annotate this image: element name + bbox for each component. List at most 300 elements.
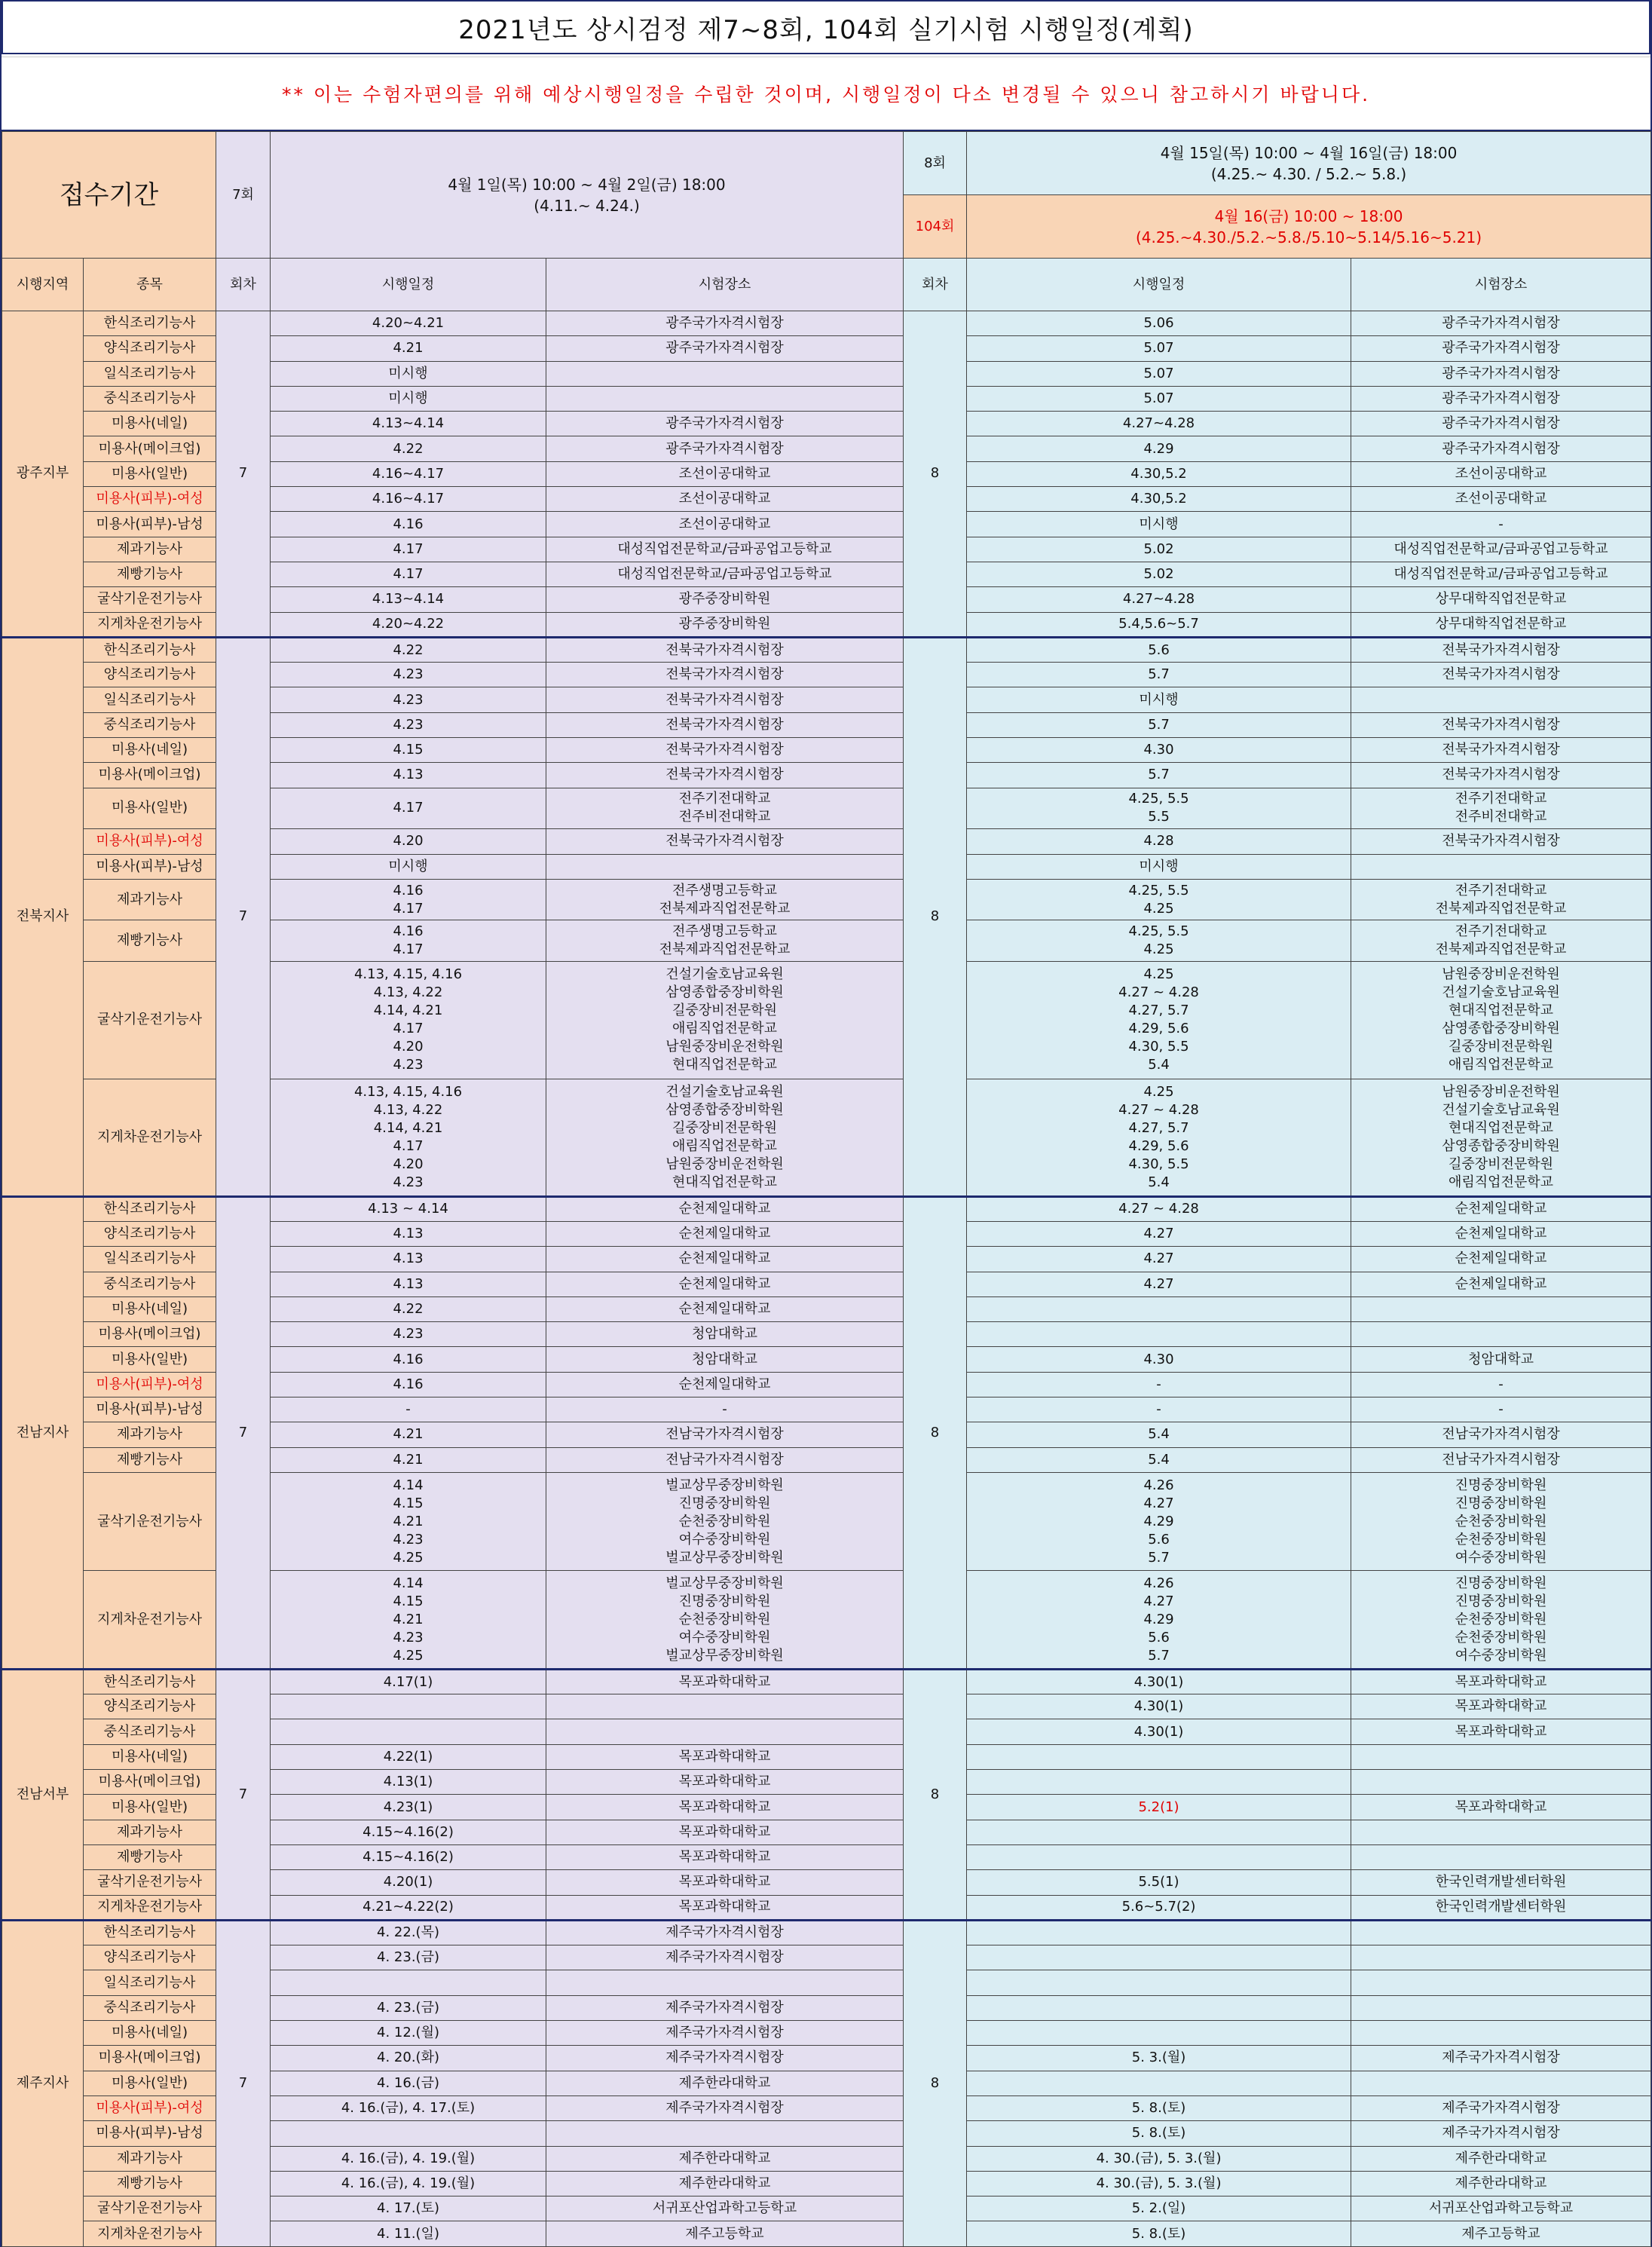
date-8-cell: 미시행 bbox=[967, 512, 1351, 537]
date-8-cell: 5. 3.(월) bbox=[967, 2046, 1351, 2071]
place-8-cell: 한국인력개발센터학원 bbox=[1351, 1895, 1651, 1920]
item-name: 미용사(메이크업) bbox=[84, 763, 216, 788]
page-title: 2021년도 상시검정 제7~8회, 104회 실기시험 시행일정(계획) bbox=[2, 0, 1650, 54]
place-7-cell: 광주중장비학원 bbox=[546, 612, 904, 637]
date-8-cell bbox=[967, 1970, 1351, 1995]
date-8-cell: 5.2(1) bbox=[967, 1795, 1351, 1820]
date-8-cell bbox=[967, 1995, 1351, 2020]
place-7-cell: 조선이공대학교 bbox=[546, 461, 904, 486]
date-8-cell: 4.25 4.27 ~ 4.28 4.27, 5.7 4.29, 5.6 4.30, 5.5 5.4 bbox=[967, 962, 1351, 1079]
date-7-cell: 미시행 bbox=[271, 854, 546, 879]
date-8-cell: 5.7 bbox=[967, 712, 1351, 737]
date-8-cell: 4.25 4.27 ~ 4.28 4.27, 5.7 4.29, 5.6 4.30, 5.5 5.4 bbox=[967, 1079, 1351, 1196]
place-8-cell: 광주국가자격시험장 bbox=[1351, 311, 1651, 336]
item-name: 제빵기능사 bbox=[84, 562, 216, 586]
date-8-cell: 4.30 bbox=[967, 738, 1351, 763]
date-7-cell: 4.21 bbox=[271, 1422, 546, 1447]
item-name: 제빵기능사 bbox=[84, 2171, 216, 2196]
date-7-cell: 4.23 bbox=[271, 1322, 546, 1347]
place-7-cell: 전주생명고등학교 전북제과직업전문학교 bbox=[546, 920, 904, 962]
date-7-cell: 4.20(1) bbox=[271, 1870, 546, 1895]
place-8-cell: 제주고등학교 bbox=[1351, 2221, 1651, 2246]
place-8-cell bbox=[1351, 1920, 1651, 1945]
item-name: 일식조리기능사 bbox=[84, 1970, 216, 1995]
date-8-cell: 5.6~5.7(2) bbox=[967, 1895, 1351, 1920]
place-8-cell: 청암대학교 bbox=[1351, 1347, 1651, 1372]
item-name: 한식조리기능사 bbox=[84, 1669, 216, 1694]
region-name: 전북지사 bbox=[2, 637, 84, 1196]
item-name: 미용사(피부)-여성 bbox=[84, 487, 216, 512]
place-8-cell: 전북국가자격시험장 bbox=[1351, 712, 1651, 737]
item-name: 미용사(피부)-남성 bbox=[84, 1397, 216, 1422]
item-name: 지게차운전기능사 bbox=[84, 1895, 216, 1920]
item-name: 지게차운전기능사 bbox=[84, 612, 216, 637]
date-8-cell: 4.30(1) bbox=[967, 1719, 1351, 1744]
item-name: 중식조리기능사 bbox=[84, 386, 216, 411]
date-8-cell: 5.4 bbox=[967, 1447, 1351, 1472]
item-name: 굴삭기운전기능사 bbox=[84, 962, 216, 1079]
place-7-cell: 조선이공대학교 bbox=[546, 487, 904, 512]
date-7-cell: 4.21 bbox=[271, 336, 546, 361]
place-8-cell: 광주국가자격시험장 bbox=[1351, 412, 1651, 436]
place-8-cell: 전주기전대학교 전북제과직업전문학교 bbox=[1351, 920, 1651, 962]
date-7-cell: 4.23 bbox=[271, 712, 546, 737]
round-8-cell: 8 bbox=[904, 1196, 967, 1669]
date-7-cell: 4.13, 4.15, 4.16 4.13, 4.22 4.14, 4.21 4.17 4.20 4.23 bbox=[271, 1079, 546, 1196]
place-8-cell: 조선이공대학교 bbox=[1351, 461, 1651, 486]
date-7-cell bbox=[271, 1970, 546, 1995]
item-name: 미용사(일반) bbox=[84, 1347, 216, 1372]
header-date-7: 시행일정 bbox=[271, 259, 546, 311]
date-8-cell: 5.5(1) bbox=[967, 1870, 1351, 1895]
date-8-cell: 4.27 bbox=[967, 1247, 1351, 1272]
place-8-cell: - bbox=[1351, 1397, 1651, 1422]
place-7-cell: 건설기술호남교육원 삼영종합중장비학원 길중장비전문학원 애림직업전문학교 남원중장비운전학원 현대직업전문학교 bbox=[546, 962, 904, 1079]
date-7-cell: 4.21~4.22(2) bbox=[271, 1895, 546, 1920]
date-8-cell: 4.25, 5.5 4.25 bbox=[967, 920, 1351, 962]
header-date-8: 시행일정 bbox=[967, 259, 1351, 311]
place-7-cell: 목포과학대학교 bbox=[546, 1795, 904, 1820]
item-name: 제빵기능사 bbox=[84, 1844, 216, 1869]
place-8-cell: 상무대학직업전문학교 bbox=[1351, 587, 1651, 612]
place-8-cell bbox=[1351, 1770, 1651, 1795]
place-8-cell: 제주한라대학교 bbox=[1351, 2171, 1651, 2196]
place-8-cell: 전북국가자격시험장 bbox=[1351, 829, 1651, 854]
date-7-cell: 4. 16.(금) bbox=[271, 2071, 546, 2095]
place-7-cell: 목포과학대학교 bbox=[546, 1820, 904, 1844]
schedule-table bbox=[2, 131, 1651, 2247]
round-104-period: 4월 16(금) 10:00 ~ 18:00 (4.25.~4.30./5.2.~5.8./5.10~5.14/5.16~5.21) bbox=[967, 195, 1651, 259]
item-name: 한식조리기능사 bbox=[84, 1920, 216, 1945]
round-7-cell: 7 bbox=[216, 637, 271, 1196]
header-round-8: 회차 bbox=[904, 259, 967, 311]
place-7-cell: 벌교상무중장비학원 진명중장비학원 순천중장비학원 여수중장비학원 벌교상무중장비학원 bbox=[546, 1472, 904, 1571]
place-7-cell: 제주국가자격시험장 bbox=[546, 2095, 904, 2120]
date-7-cell: 4.17(1) bbox=[271, 1669, 546, 1694]
round-7-cell: 7 bbox=[216, 311, 271, 638]
place-7-cell bbox=[546, 1970, 904, 1995]
round-7-cell: 7 bbox=[216, 1196, 271, 1669]
place-7-cell bbox=[546, 2121, 904, 2146]
item-name: 양식조리기능사 bbox=[84, 1221, 216, 1246]
date-7-cell bbox=[271, 1719, 546, 1744]
place-7-cell: 전주기전대학교 전주비전대학교 bbox=[546, 788, 904, 829]
place-7-cell: 순천제일대학교 bbox=[546, 1247, 904, 1272]
date-8-cell: 4.27 bbox=[967, 1221, 1351, 1246]
place-7-cell: 청암대학교 bbox=[546, 1322, 904, 1347]
item-name: 미용사(메이크업) bbox=[84, 2046, 216, 2071]
item-name: 제과기능사 bbox=[84, 2146, 216, 2171]
date-7-cell: 4.16 bbox=[271, 512, 546, 537]
place-8-cell bbox=[1351, 687, 1651, 712]
date-7-cell: 4.22 bbox=[271, 436, 546, 461]
date-8-cell: 5. 8.(토) bbox=[967, 2121, 1351, 2146]
item-name: 굴삭기운전기능사 bbox=[84, 587, 216, 612]
round-8-cell: 8 bbox=[904, 1669, 967, 1920]
table-row bbox=[2, 311, 1651, 336]
place-8-cell: 전남국가자격시험장 bbox=[1351, 1422, 1651, 1447]
date-8-cell bbox=[967, 1820, 1351, 1844]
item-name: 굴삭기운전기능사 bbox=[84, 1870, 216, 1895]
date-8-cell: 5.06 bbox=[967, 311, 1351, 336]
place-8-cell: 대성직업전문학교/금파공업고등학교 bbox=[1351, 537, 1651, 562]
date-7-cell: 4. 12.(월) bbox=[271, 2021, 546, 2046]
place-7-cell: 목포과학대학교 bbox=[546, 1744, 904, 1769]
place-8-cell: 목포과학대학교 bbox=[1351, 1694, 1651, 1719]
place-7-cell: 광주국가자격시험장 bbox=[546, 336, 904, 361]
date-7-cell: 4.16 bbox=[271, 1347, 546, 1372]
item-name: 미용사(일반) bbox=[84, 788, 216, 829]
item-name: 제빵기능사 bbox=[84, 1447, 216, 1472]
date-7-cell bbox=[271, 2121, 546, 2146]
date-7-cell: 4.16~4.17 bbox=[271, 461, 546, 486]
place-8-cell: 진명중장비학원 진명중장비학원 순천중장비학원 순천중장비학원 여수중장비학원 bbox=[1351, 1571, 1651, 1670]
date-8-cell: 4. 30.(금), 5. 3.(월) bbox=[967, 2171, 1351, 2196]
round-8-cell: 8 bbox=[904, 1920, 967, 2246]
date-7-cell: - bbox=[271, 1397, 546, 1422]
date-7-cell: 4.22(1) bbox=[271, 1744, 546, 1769]
place-8-cell: 제주국가자격시험장 bbox=[1351, 2095, 1651, 2120]
table-row bbox=[2, 1669, 1651, 1694]
place-7-cell: 서귀포산업과학고등학교 bbox=[546, 2196, 904, 2221]
date-8-cell: 4.26 4.27 4.29 5.6 5.7 bbox=[967, 1571, 1351, 1670]
place-7-cell: 전북국가자격시험장 bbox=[546, 637, 904, 662]
place-8-cell: 순천제일대학교 bbox=[1351, 1272, 1651, 1296]
item-name: 일식조리기능사 bbox=[84, 361, 216, 386]
date-7-cell: 4. 16.(금), 4. 17.(토) bbox=[271, 2095, 546, 2120]
header-place-8: 시험장소 bbox=[1351, 259, 1651, 311]
date-8-cell: 5.4,5.6~5.7 bbox=[967, 612, 1351, 637]
place-8-cell: - bbox=[1351, 512, 1651, 537]
place-8-cell bbox=[1351, 1744, 1651, 1769]
date-7-cell: 4.16 4.17 bbox=[271, 879, 546, 920]
place-7-cell: 전북국가자격시험장 bbox=[546, 738, 904, 763]
round-8-cell: 8 bbox=[904, 637, 967, 1196]
date-8-cell: 5.7 bbox=[967, 763, 1351, 788]
header-item: 종목 bbox=[84, 259, 216, 311]
place-7-cell: 광주중장비학원 bbox=[546, 587, 904, 612]
date-8-cell: 4.27~4.28 bbox=[967, 412, 1351, 436]
date-8-cell: 5.4 bbox=[967, 1422, 1351, 1447]
region-name: 전남지사 bbox=[2, 1196, 84, 1669]
date-8-cell: 4.27~4.28 bbox=[967, 587, 1351, 612]
place-7-cell: 목포과학대학교 bbox=[546, 1770, 904, 1795]
item-name: 지게차운전기능사 bbox=[84, 1571, 216, 1670]
place-8-cell: 대성직업전문학교/금파공업고등학교 bbox=[1351, 562, 1651, 586]
date-8-cell: 4.30(1) bbox=[967, 1694, 1351, 1719]
place-7-cell: 순천제일대학교 bbox=[546, 1372, 904, 1397]
place-7-cell: 조선이공대학교 bbox=[546, 512, 904, 537]
date-7-cell: 4.15~4.16(2) bbox=[271, 1844, 546, 1869]
date-8-cell: 4.25, 5.5 4.25 bbox=[967, 879, 1351, 920]
place-8-cell bbox=[1351, 854, 1651, 879]
place-7-cell: 순천제일대학교 bbox=[546, 1272, 904, 1296]
place-7-cell bbox=[546, 1694, 904, 1719]
place-8-cell bbox=[1351, 2021, 1651, 2046]
place-7-cell: 건설기술호남교육원 삼영종합중장비학원 길중장비전문학원 애림직업전문학교 남원중장비운전학원 현대직업전문학교 bbox=[546, 1079, 904, 1196]
round-8-cell: 8 bbox=[904, 311, 967, 638]
date-7-cell: 미시행 bbox=[271, 386, 546, 411]
date-8-cell: 5.07 bbox=[967, 336, 1351, 361]
place-7-cell: 목포과학대학교 bbox=[546, 1669, 904, 1694]
date-8-cell: 5. 2.(일) bbox=[967, 2196, 1351, 2221]
date-8-cell: 4.30 bbox=[967, 1347, 1351, 1372]
date-8-cell: 4.27 bbox=[967, 1272, 1351, 1296]
item-name: 미용사(메이크업) bbox=[84, 1770, 216, 1795]
place-8-cell: 광주국가자격시험장 bbox=[1351, 436, 1651, 461]
place-8-cell bbox=[1351, 2071, 1651, 2095]
item-name: 한식조리기능사 bbox=[84, 637, 216, 662]
date-8-cell: 5.02 bbox=[967, 537, 1351, 562]
date-7-cell: 4. 20.(화) bbox=[271, 2046, 546, 2071]
place-7-cell: 광주국가자격시험장 bbox=[546, 311, 904, 336]
date-8-cell: 5.6 bbox=[967, 637, 1351, 662]
date-7-cell: 미시행 bbox=[271, 361, 546, 386]
place-8-cell: 한국인력개발센터학원 bbox=[1351, 1870, 1651, 1895]
date-8-cell: 4. 30.(금), 5. 3.(월) bbox=[967, 2146, 1351, 2171]
place-8-cell: 전남국가자격시험장 bbox=[1351, 1447, 1651, 1472]
date-7-cell: 4.14 4.15 4.21 4.23 4.25 bbox=[271, 1571, 546, 1670]
date-7-cell: 4.22 bbox=[271, 1296, 546, 1321]
date-8-cell: 4.28 bbox=[967, 829, 1351, 854]
date-8-cell bbox=[967, 1770, 1351, 1795]
date-7-cell: 4. 16.(금), 4. 19.(월) bbox=[271, 2171, 546, 2196]
table-row bbox=[2, 1196, 1651, 1221]
place-8-cell bbox=[1351, 1995, 1651, 2020]
place-7-cell: 제주국가자격시험장 bbox=[546, 2021, 904, 2046]
date-8-cell bbox=[967, 1945, 1351, 1970]
date-7-cell: 4.13~4.14 bbox=[271, 412, 546, 436]
date-7-cell: 4.20~4.22 bbox=[271, 612, 546, 637]
date-8-cell bbox=[967, 2021, 1351, 2046]
item-name: 미용사(네일) bbox=[84, 1296, 216, 1321]
date-7-cell: 4.17 bbox=[271, 562, 546, 586]
round-7-period: 4월 1일(목) 10:00 ~ 4월 2일(금) 18:00 (4.11.~ 4.24.) bbox=[271, 132, 904, 259]
item-name: 중식조리기능사 bbox=[84, 712, 216, 737]
place-7-cell bbox=[546, 361, 904, 386]
date-8-cell: 미시행 bbox=[967, 687, 1351, 712]
date-8-cell bbox=[967, 1744, 1351, 1769]
place-8-cell: 목포과학대학교 bbox=[1351, 1795, 1651, 1820]
date-7-cell: 4.23(1) bbox=[271, 1795, 546, 1820]
date-7-cell: 4.13 bbox=[271, 1247, 546, 1272]
table-row bbox=[2, 637, 1651, 662]
date-8-cell: 4.30,5.2 bbox=[967, 487, 1351, 512]
place-7-cell: 전북국가자격시험장 bbox=[546, 829, 904, 854]
place-7-cell: 전남국가자격시험장 bbox=[546, 1422, 904, 1447]
date-7-cell: 4. 11.(일) bbox=[271, 2221, 546, 2246]
item-name: 미용사(네일) bbox=[84, 1744, 216, 1769]
date-7-cell: 4.22 bbox=[271, 637, 546, 662]
date-8-cell: - bbox=[967, 1372, 1351, 1397]
place-8-cell bbox=[1351, 1970, 1651, 1995]
round-7-cell: 7 bbox=[216, 1669, 271, 1920]
place-7-cell: 순천제일대학교 bbox=[546, 1221, 904, 1246]
place-8-cell: 전주기전대학교 전주비전대학교 bbox=[1351, 788, 1651, 829]
place-8-cell bbox=[1351, 1820, 1651, 1844]
date-7-cell bbox=[271, 1694, 546, 1719]
date-7-cell: 4.16 bbox=[271, 1372, 546, 1397]
date-7-cell: 4.13(1) bbox=[271, 1770, 546, 1795]
place-7-cell: 순천제일대학교 bbox=[546, 1296, 904, 1321]
region-name: 광주지부 bbox=[2, 311, 84, 638]
round-104-label: 104회 bbox=[904, 195, 967, 259]
item-name: 제과기능사 bbox=[84, 537, 216, 562]
item-name: 제과기능사 bbox=[84, 1820, 216, 1844]
item-name: 굴삭기운전기능사 bbox=[84, 1472, 216, 1571]
place-8-cell: 전북국가자격시험장 bbox=[1351, 763, 1651, 788]
date-7-cell: 4.17 bbox=[271, 537, 546, 562]
item-name: 미용사(일반) bbox=[84, 2071, 216, 2095]
date-7-cell: 4.20~4.21 bbox=[271, 311, 546, 336]
date-7-cell: 4.13~4.14 bbox=[271, 587, 546, 612]
place-7-cell: 제주한라대학교 bbox=[546, 2171, 904, 2196]
place-8-cell: 남원중장비운전학원 건설기술호남교육원 현대직업전문학교 삼영종합중장비학원 길중장비전문학원 애림직업전문학교 bbox=[1351, 962, 1651, 1079]
item-name: 지게차운전기능사 bbox=[84, 2221, 216, 2246]
date-7-cell: 4.16~4.17 bbox=[271, 487, 546, 512]
place-8-cell: 조선이공대학교 bbox=[1351, 487, 1651, 512]
place-8-cell: 남원중장비운전학원 건설기술호남교육원 현대직업전문학교 삼영종합중장비학원 길중장비전문학원 애림직업전문학교 bbox=[1351, 1079, 1651, 1196]
item-name: 미용사(네일) bbox=[84, 2021, 216, 2046]
place-7-cell: 제주국가자격시험장 bbox=[546, 1920, 904, 1945]
place-8-cell: 목포과학대학교 bbox=[1351, 1719, 1651, 1744]
item-name: 지게차운전기능사 bbox=[84, 1079, 216, 1196]
date-7-cell: 4.13 ~ 4.14 bbox=[271, 1196, 546, 1221]
place-7-cell: 제주고등학교 bbox=[546, 2221, 904, 2246]
place-8-cell: 순천제일대학교 bbox=[1351, 1247, 1651, 1272]
date-7-cell: 4.13 bbox=[271, 1221, 546, 1246]
item-name: 굴삭기운전기능사 bbox=[84, 2196, 216, 2221]
date-7-cell: 4.13 bbox=[271, 1272, 546, 1296]
place-7-cell: 대성직업전문학교/금파공업고등학교 bbox=[546, 562, 904, 586]
round-7-cell: 7 bbox=[216, 1920, 271, 2246]
item-name: 양식조리기능사 bbox=[84, 1945, 216, 1970]
round-8-period: 4월 15일(목) 10:00 ~ 4월 16일(금) 18:00 (4.25.~ 4.30. / 5.2.~ 5.8.) bbox=[967, 132, 1651, 195]
round-7-label: 7회 bbox=[216, 132, 271, 259]
date-7-cell: 4. 16.(금), 4. 19.(월) bbox=[271, 2146, 546, 2171]
place-7-cell: 목포과학대학교 bbox=[546, 1870, 904, 1895]
item-name: 한식조리기능사 bbox=[84, 1196, 216, 1221]
date-8-cell: 4.30(1) bbox=[967, 1669, 1351, 1694]
date-8-cell bbox=[967, 2071, 1351, 2095]
notice-banner: ** 이는 수험자편의를 위해 예상시행일정을 수립한 것이며, 시행일정이 다소 변경될 수 있으니 참고하시기 바랍니다. bbox=[2, 57, 1650, 131]
place-8-cell: 제주국가자격시험장 bbox=[1351, 2121, 1651, 2146]
place-7-cell: 전북국가자격시험장 bbox=[546, 712, 904, 737]
item-name: 제과기능사 bbox=[84, 879, 216, 920]
item-name: 미용사(피부)-여성 bbox=[84, 829, 216, 854]
date-7-cell: 4.13, 4.15, 4.16 4.13, 4.22 4.14, 4.21 4.17 4.20 4.23 bbox=[271, 962, 546, 1079]
round-8-label: 8회 bbox=[904, 132, 967, 195]
date-7-cell: 4.23 bbox=[271, 663, 546, 687]
item-name: 미용사(피부)-남성 bbox=[84, 854, 216, 879]
date-8-cell: 5.07 bbox=[967, 361, 1351, 386]
item-name: 한식조리기능사 bbox=[84, 311, 216, 336]
place-7-cell: 전북국가자격시험장 bbox=[546, 687, 904, 712]
item-name: 일식조리기능사 bbox=[84, 687, 216, 712]
item-name: 제과기능사 bbox=[84, 1422, 216, 1447]
header-round-7: 회차 bbox=[216, 259, 271, 311]
date-7-cell: 4.14 4.15 4.21 4.23 4.25 bbox=[271, 1472, 546, 1571]
place-7-cell bbox=[546, 386, 904, 411]
region-name: 제주지사 bbox=[2, 1920, 84, 2246]
date-7-cell: 4. 22.(목) bbox=[271, 1920, 546, 1945]
place-7-cell: 순천제일대학교 bbox=[546, 1196, 904, 1221]
date-7-cell: 4.17 bbox=[271, 788, 546, 829]
date-7-cell: 4.21 bbox=[271, 1447, 546, 1472]
date-8-cell: 5. 8.(토) bbox=[967, 2221, 1351, 2246]
date-8-cell: 4.27 ~ 4.28 bbox=[967, 1196, 1351, 1221]
item-name: 양식조리기능사 bbox=[84, 1694, 216, 1719]
place-7-cell: 벌교상무중장비학원 진명중장비학원 순천중장비학원 여수중장비학원 벌교상무중장비학원 bbox=[546, 1571, 904, 1670]
date-8-cell: 5.07 bbox=[967, 386, 1351, 411]
item-name: 중식조리기능사 bbox=[84, 1719, 216, 1744]
place-8-cell bbox=[1351, 1844, 1651, 1869]
item-name: 미용사(메이크업) bbox=[84, 436, 216, 461]
item-name: 미용사(피부)-남성 bbox=[84, 512, 216, 537]
date-7-cell: 4.15~4.16(2) bbox=[271, 1820, 546, 1844]
date-8-cell: - bbox=[967, 1397, 1351, 1422]
place-7-cell: 전북국가자격시험장 bbox=[546, 763, 904, 788]
date-8-cell bbox=[967, 1844, 1351, 1869]
date-7-cell: 4.23 bbox=[271, 687, 546, 712]
item-name: 미용사(피부)-여성 bbox=[84, 2095, 216, 2120]
item-name: 제빵기능사 bbox=[84, 920, 216, 962]
date-7-cell: 4. 23.(금) bbox=[271, 1995, 546, 2020]
item-name: 미용사(네일) bbox=[84, 738, 216, 763]
date-7-cell: 4. 17.(토) bbox=[271, 2196, 546, 2221]
place-8-cell: 전주기전대학교 전북제과직업전문학교 bbox=[1351, 879, 1651, 920]
place-7-cell: 제주국가자격시험장 bbox=[546, 2046, 904, 2071]
place-7-cell: 제주한라대학교 bbox=[546, 2146, 904, 2171]
date-8-cell: 4.29 bbox=[967, 436, 1351, 461]
table-row bbox=[2, 1920, 1651, 1945]
place-8-cell: 광주국가자격시험장 bbox=[1351, 361, 1651, 386]
item-name: 중식조리기능사 bbox=[84, 1995, 216, 2020]
place-8-cell: 제주국가자격시험장 bbox=[1351, 2046, 1651, 2071]
date-8-cell: 5. 8.(토) bbox=[967, 2095, 1351, 2120]
place-8-cell bbox=[1351, 1296, 1651, 1321]
place-8-cell bbox=[1351, 1945, 1651, 1970]
reception-label: 접수기간 bbox=[2, 132, 216, 259]
date-8-cell: 4.30,5.2 bbox=[967, 461, 1351, 486]
date-7-cell: 4.20 bbox=[271, 829, 546, 854]
place-7-cell: 제주국가자격시험장 bbox=[546, 1945, 904, 1970]
place-7-cell: 광주국가자격시험장 bbox=[546, 412, 904, 436]
item-name: 미용사(네일) bbox=[84, 412, 216, 436]
item-name: 미용사(일반) bbox=[84, 1795, 216, 1820]
place-7-cell: 전주생명고등학교 전북제과직업전문학교 bbox=[546, 879, 904, 920]
place-8-cell: 서귀포산업과학고등학교 bbox=[1351, 2196, 1651, 2221]
